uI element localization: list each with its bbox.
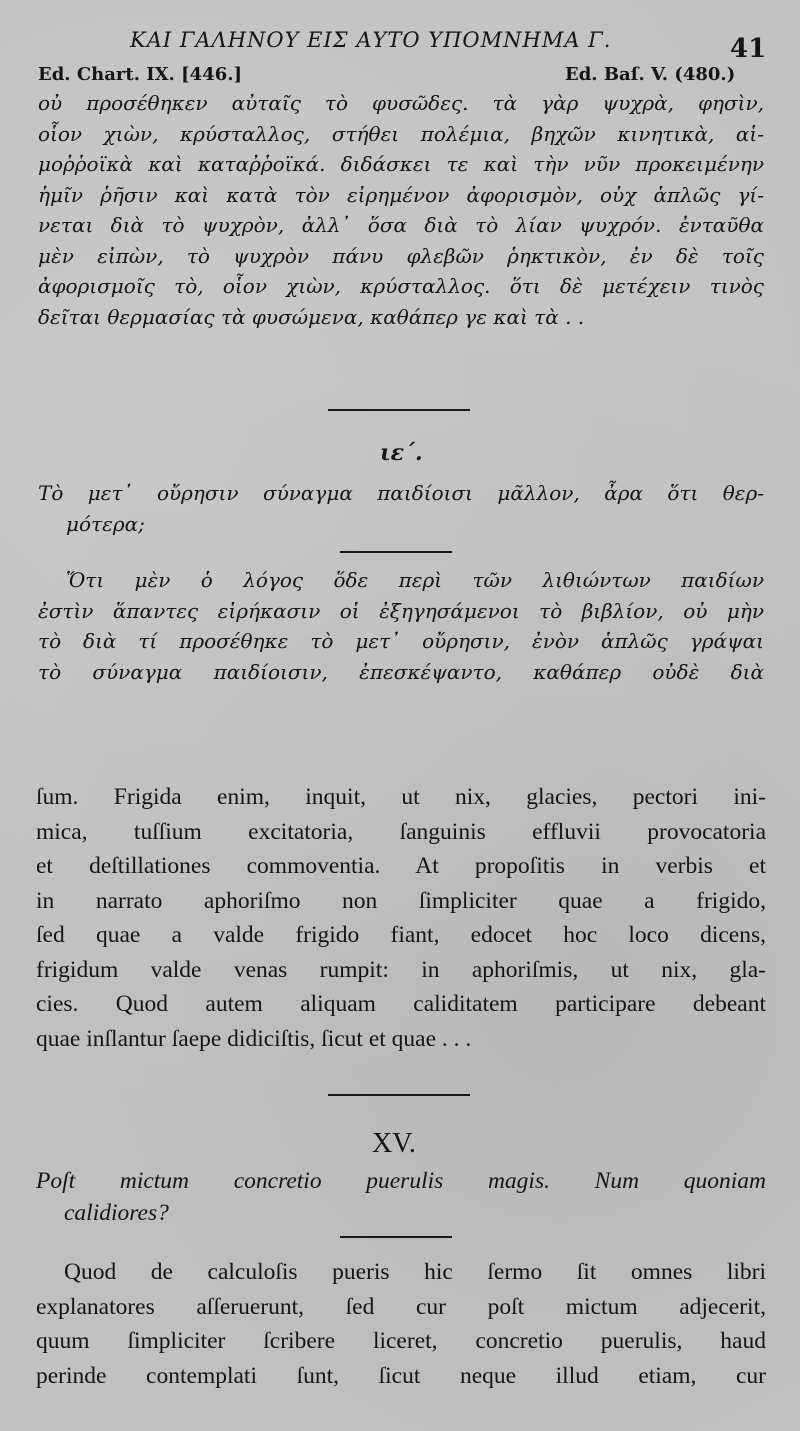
latin-commentary-block	[36, 1255, 766, 1393]
text-line: ſum. Frigida enim, inquit, ut nix, glacies, pectori ini-	[36, 784, 766, 810]
text-line: calidiores?	[64, 1200, 169, 1226]
text-line: ἀφορισμοῖς τὸ, οἷον χιὼν, κρύσταλλος. ὅτι δὲ μετέχειν τινὸς	[38, 274, 764, 298]
page-number: 41	[730, 34, 767, 64]
latin-aphorism	[36, 1165, 766, 1229]
text-line: οἷον χιὼν, κρύσταλλος, στήθει πολέμια, βηχῶν κινητικὰ, αἱ-	[38, 121, 764, 146]
greek-commentary-block	[38, 565, 764, 687]
text-line: quum ſimpliciter ſcribere liceret, concretio puerulis, haud	[36, 1328, 766, 1354]
text-line: Ὅτι μὲν ὁ λόγος ὅδε περὶ τῶν λιθιώντων παιδίων	[66, 568, 764, 592]
text-line: in narrato aphoriſmo non ſimpliciter quae a frigido,	[36, 887, 766, 914]
running-head: ΚΑΙ ΓΑΛΗΝΟΥ ΕΙΣ ΑΥΤΟ ΥΠΟΜΝΗΜΑ Γ.	[130, 28, 612, 52]
text-line: ἐστὶν ἅπαντες εἰρήκασιν οἱ ἐξηγησάμενοι τὸ βιβλίον, οὐ μὴν	[38, 598, 764, 623]
text-line: οὐ προσέθηκεν αὐταῖς τὸ φυσῶδες. τὰ γὰρ ψυχρὰ, φησὶν,	[38, 91, 764, 115]
text-line: τὸ σύναγμα παιδίοισιν, ἐπεσκέψαντο, καθάπερ οὐδὲ διὰ	[38, 659, 764, 684]
edition-reference-left: Ed. Chart. IX. [446.]	[38, 64, 243, 85]
section-divider	[328, 409, 470, 411]
text-line: Poſt mictum concretio puerulis magis. Num quoniam	[36, 1168, 766, 1194]
edition-reference-right: Ed. Baſ. V. (480.)	[565, 64, 736, 85]
text-line: mica, tuſſium excitatoria, ſanguinis effluvii provocatoria	[36, 818, 766, 845]
text-line: μὲν εἰπὼν, τὸ ψυχρὸν πάνυ φλεβῶν ῥηκτικὸν, ἐν δὲ τοῖς	[38, 243, 764, 268]
text-line: δεῖται θερμασίας τὰ φυσώμενα, καθάπερ γε καὶ τὰ . .	[38, 304, 585, 329]
text-line: et deſtillationes commoventia. At propoſitis in verbis et	[36, 853, 766, 879]
text-line: frigidum valde venas rumpit: in aphoriſmis, ut nix, gla-	[36, 956, 766, 983]
text-line: μοῤῥοϊκὰ καὶ καταῤῥοϊκά. διδάσκει τε καὶ τὴν νῦν προκειμένην	[38, 152, 764, 176]
greek-aphorism	[38, 478, 764, 540]
latin-section-number: XV.	[372, 1128, 416, 1159]
aphorism-divider	[340, 551, 452, 553]
text-line: ἡμῖν ῥῆσιν καὶ κατὰ τὸν εἰρημένον ἀφορισμὸν, οὐχ ἁπλῶς γί-	[38, 182, 764, 207]
section-divider	[328, 1094, 470, 1096]
text-line: νεται διὰ τὸ ψυχρὸν, ἀλλ᾽ ὅσα διὰ τὸ λίαν ψυχρόν. ἐνταῦθα	[38, 213, 764, 237]
text-line: μότερα;	[66, 512, 145, 536]
aphorism-divider	[340, 1236, 452, 1238]
greek-text-block	[38, 88, 764, 332]
latin-text-block	[36, 780, 766, 1056]
greek-section-number: ιε΄.	[380, 440, 423, 466]
text-line: τὸ διὰ τί προσέθηκε τὸ μετ᾽ οὔρησιν, ἐνὸν ἁπλῶς γράψαι	[38, 629, 764, 653]
text-line: cies. Quod autem aliquam caliditatem participare debeant	[36, 991, 766, 1017]
text-line: Quod de calculoſis pueris hic ſermo ſit omnes libri	[64, 1259, 766, 1285]
text-line: quae inſlantur ſaepe didiciſtis, ſicut et quae . . .	[36, 1025, 472, 1052]
text-line: perinde contemplati ſunt, ſicut neque illud etiam, cur	[36, 1362, 766, 1389]
text-line: ſed quae a valde frigido fiant, edocet hoc loco dicens,	[36, 922, 766, 948]
text-line: explanatores aſſeruerunt, ſed cur poſt mictum adjecerit,	[36, 1293, 766, 1320]
text-line: Τὸ μετ᾽ οὔρησιν σύναγμα παιδίοισι μᾶλλον, ἆρα ὅτι θερ-	[38, 481, 764, 505]
